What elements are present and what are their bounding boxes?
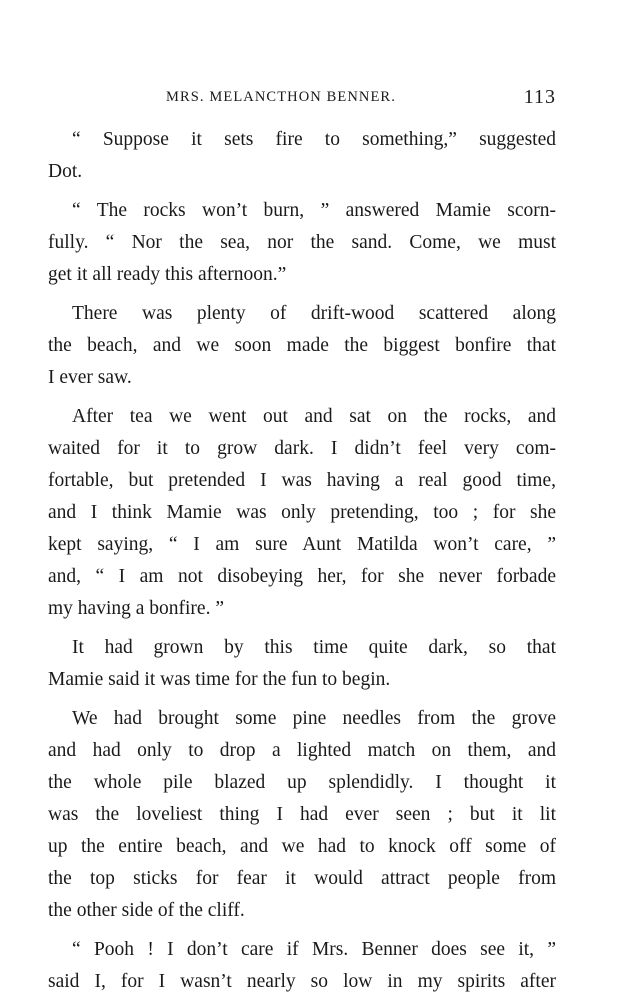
text-line: After tea we went out and sat on the rocks, and (72, 406, 556, 427)
text-line: and, “ I am not disobeying her, for she never forbade (48, 566, 556, 587)
text-line: It had grown by this time quite dark, so that (72, 637, 556, 658)
text-line: Mamie said it was time for the fun to begin. (48, 669, 391, 690)
text-line: the whole pile blazed up splendidly. I thought it (48, 772, 556, 793)
paragraph-gap (48, 394, 556, 401)
text-line: waited for it to grow dark. I didn’t feel very com- (48, 438, 556, 459)
text-line: We had brought some pine needles from the grove (72, 708, 556, 729)
text-line: fortable, but pretended I was having a real good time, (48, 470, 556, 491)
text-line: the beach, and we soon made the biggest bonfire that (48, 335, 556, 356)
text-line: kept saying, “ I am sure Aunt Matilda won’t care, ” (48, 534, 556, 555)
text-line: Dot. (48, 161, 83, 182)
text-line: was the loveliest thing I had ever seen ; but it lit (48, 804, 556, 825)
body-text (48, 124, 556, 998)
text-line: my having a bonfire. ” (48, 598, 224, 619)
text-line: the other side of the cliff. (48, 900, 245, 921)
paragraph-gap (48, 696, 556, 703)
text-line: There was plenty of drift-wood scattered along (72, 303, 556, 324)
text-line: and I think Mamie was only pretending, too ; for she (48, 502, 556, 523)
paragraph-gap (48, 291, 556, 298)
paragraph-gap (48, 927, 556, 934)
text-line: up the entire beach, and we had to knock off some of (48, 836, 556, 857)
text-line: I ever saw. (48, 367, 132, 388)
text-line: fully. “ Nor the sea, nor the sand. Come, we must (48, 232, 556, 253)
paragraph-gap (48, 625, 556, 632)
text-line: “ The rocks won’t burn, ” answered Mamie scorn- (72, 200, 556, 221)
text-line: and had only to drop a lighted match on them, and (48, 740, 556, 761)
running-head (48, 86, 556, 112)
paragraph-gap (48, 188, 556, 195)
text-line: said I, for I wasn’t nearly so low in my spirits after (48, 971, 556, 992)
text-line: the top sticks for fear it would attract people from (48, 868, 556, 889)
page-number: 113 (523, 86, 556, 108)
text-line: “ Suppose it sets fire to something,” suggested (72, 129, 556, 150)
text-line: get it all ready this afternoon.” (48, 264, 287, 285)
text-line: “ Pooh ! I don’t care if Mrs. Benner does see it, ” (72, 939, 556, 960)
running-title: MRS. MELANCTHON BENNER. (166, 89, 396, 105)
